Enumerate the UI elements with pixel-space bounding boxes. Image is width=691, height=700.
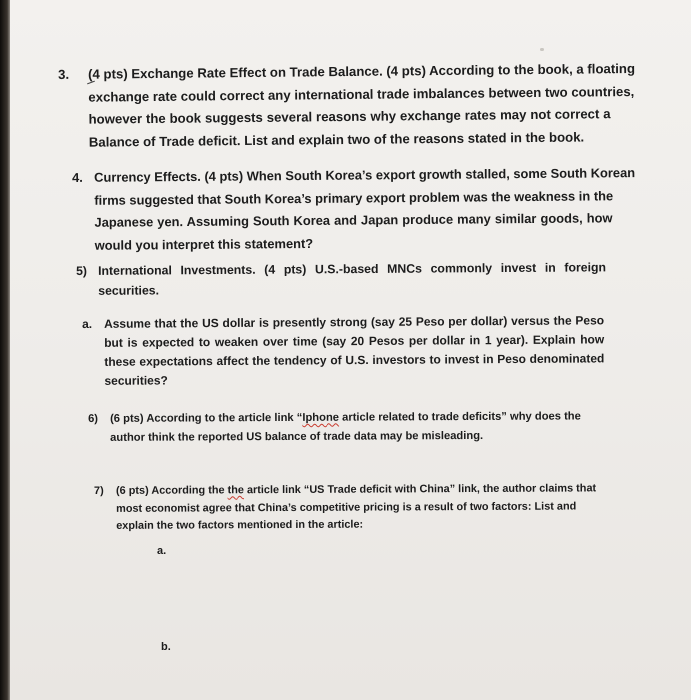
question-line: most economist agree that China’s competitive pricing is a result of two factors: List and: [116, 499, 577, 515]
question-line: Balance of Trade deficit. List and explain two of the reasons stated in the book.: [88, 128, 585, 150]
question-line: but is expected to weaken over time (say 20 Pesos per dollar in 1 year). Explain how: [104, 332, 605, 350]
question-number: 7): [94, 484, 104, 497]
question-number: a.: [82, 316, 93, 331]
question-text: [88, 58, 636, 153]
question-text: [94, 162, 636, 257]
question-line: would you interpret this statement?: [94, 236, 314, 253]
question-line: explain the two factors mentioned in the article:: [116, 518, 364, 532]
question-5a: [82, 311, 605, 391]
question-text: [116, 480, 597, 535]
question-line: Assume that the US dollar is presently strong (say 25 Peso per dollar) versus the Peso: [104, 313, 605, 331]
paper-speck: [540, 48, 544, 51]
question-number: 6): [88, 412, 99, 425]
answer-label-a: a.: [157, 545, 167, 557]
question-line: Currency Effects. (4 pts) When South Korea’s export growth stalled, some South Korean: [94, 165, 636, 185]
question-number: 3.: [58, 66, 70, 82]
question-line: [110, 407, 581, 428]
question-line: securities.: [98, 282, 160, 298]
question-number: 5): [76, 263, 88, 278]
question-line: author think the reported US balance of trade data may be misleading.: [110, 429, 484, 444]
question-line: (4 pts) Exchange Rate Effect on Trade Balance. (4 pts) According to the book, a floating: [88, 60, 636, 82]
question-line: however the book suggests several reasons why exchange rates may not correct a: [88, 106, 611, 127]
question-4: [72, 162, 636, 258]
question-text: [98, 258, 606, 301]
question-line: firms suggested that South Korea’s primary export problem was the weakness in the: [94, 187, 614, 208]
answer-label-b: b.: [161, 641, 171, 653]
question-line: securities?: [104, 373, 168, 388]
question-7: [94, 480, 597, 535]
question-text: [110, 407, 581, 446]
text-fragment: (6 pts) According the: [116, 484, 228, 497]
question-number: 4.: [72, 169, 83, 185]
spellcheck-flagged-word: the: [227, 484, 244, 497]
question-3: [58, 58, 636, 154]
question-line: exchange rate could correct any international trade imbalances between two countries,: [88, 83, 635, 105]
spellcheck-flagged-word: Iphone: [302, 411, 340, 424]
question-text: [104, 311, 605, 390]
question-6: [88, 407, 581, 447]
question-line: Japanese yen. Assuming South Korea and Japan produce many similar goods, how: [94, 210, 613, 231]
question-line: these expectations affect the tendency of U.S. investors to invest in Peso denominated: [104, 351, 605, 369]
text-fragment: article related to trade deficits” why does the: [338, 410, 581, 424]
text-fragment: (6 pts) According to the article link “: [110, 411, 303, 425]
question-5: [76, 258, 606, 301]
question-line: International Investments. (4 pts) U.S.-based MNCs commonly invest in foreign: [98, 260, 607, 278]
question-line: [116, 480, 597, 500]
text-fragment: article link “US Trade deficit with China” link, the author claims that: [243, 482, 597, 497]
